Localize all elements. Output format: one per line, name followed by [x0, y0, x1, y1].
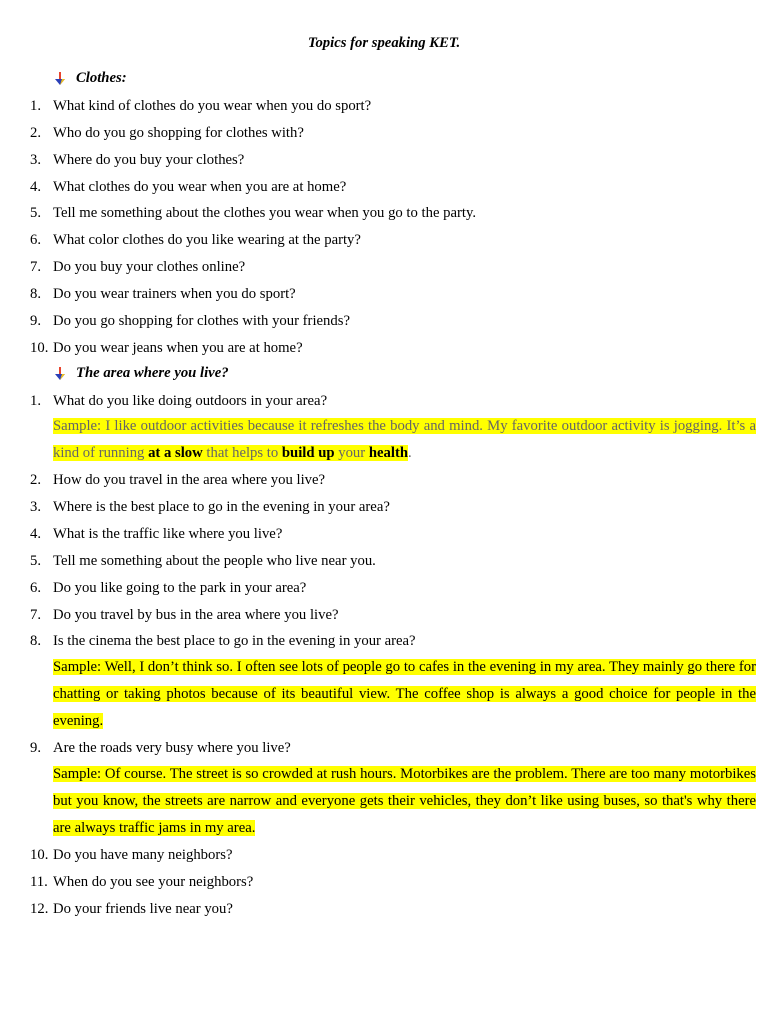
list-item — [0, 150, 768, 170]
item-number: 5. — [30, 205, 42, 221]
list-item — [0, 177, 768, 197]
list-item — [0, 872, 768, 892]
item-number: 4. — [30, 179, 42, 195]
question-text: Do you have many neighbors? — [53, 847, 233, 863]
question-text: Do you buy your clothes online? — [53, 259, 246, 275]
question-text: When do you see your neighbors? — [53, 874, 254, 890]
item-number: 11. — [30, 874, 48, 890]
item-number: 8. — [30, 286, 42, 302]
item-number: 7. — [30, 607, 42, 623]
list-item — [0, 738, 768, 758]
item-number: 12. — [30, 901, 49, 917]
question-text: Do you wear trainers when you do sport? — [53, 286, 296, 302]
list-item — [0, 551, 768, 571]
question-text: Are the roads very busy where you live? — [53, 740, 291, 756]
list-item — [0, 123, 768, 143]
list-item — [0, 391, 768, 411]
section-heading-text: The area where you live? — [76, 365, 229, 381]
list-item — [0, 470, 768, 490]
list-item — [0, 230, 768, 250]
list-item — [0, 257, 768, 277]
item-number: 1. — [30, 98, 42, 114]
question-text: Tell me something about the clothes you wear when you go to the party. — [53, 205, 477, 221]
question-text: Tell me something about the people who live near you. — [53, 553, 376, 569]
question-text: What is the traffic like where you live? — [53, 526, 283, 542]
item-number: 10. — [30, 847, 49, 863]
sample-answer-9 — [53, 761, 756, 842]
question-text: What do you like doing outdoors in your area? — [53, 393, 328, 409]
sample-text: that helps to — [202, 445, 282, 461]
list-item — [0, 284, 768, 304]
item-number: 5. — [30, 553, 42, 569]
question-text: Do you wear jeans when you are at home? — [53, 340, 303, 356]
item-number: 7. — [30, 259, 42, 275]
question-text: What clothes do you wear when you are at home? — [53, 179, 347, 195]
down-arrow-bullet-icon — [54, 72, 66, 86]
list-item — [0, 631, 768, 651]
list-item — [0, 203, 768, 223]
list-item — [0, 338, 768, 358]
question-text: Do your friends live near you? — [53, 901, 233, 917]
sample-answer-1 — [53, 413, 756, 467]
question-text: Do you like going to the park in your area? — [53, 580, 307, 596]
question-text: What kind of clothes do you wear when you do sport? — [53, 98, 372, 114]
list-item — [0, 96, 768, 116]
sample-text: Sample: I like outdoor activities because it refreshes the body and mind. My favorite outdoor activity is jogging. It’s a kind of running — [53, 418, 756, 461]
question-text: Is the cinema the best place to go in the evening in your area? — [53, 633, 416, 649]
item-number: 9. — [30, 740, 42, 756]
list-item — [0, 605, 768, 625]
item-number: 6. — [30, 232, 42, 248]
sample-answer-8 — [53, 654, 756, 735]
item-number: 1. — [30, 393, 42, 409]
sample-text: . — [408, 445, 412, 461]
sample-text: your — [334, 445, 369, 461]
item-number: 10. — [30, 340, 49, 356]
section-heading-clothes — [54, 70, 127, 87]
sample-bold-text: health — [368, 445, 409, 461]
question-text: Who do you go shopping for clothes with? — [53, 125, 304, 141]
item-number: 8. — [30, 633, 42, 649]
item-number: 6. — [30, 580, 42, 596]
section-heading-text: Clothes: — [76, 70, 127, 86]
sample-bold-text: build up — [281, 445, 335, 461]
item-number: 3. — [30, 499, 42, 515]
question-text: Where do you buy your clothes? — [53, 152, 245, 168]
down-arrow-bullet-icon — [54, 367, 66, 381]
document-title: Topics for speaking KET. — [307, 35, 461, 51]
question-text: Do you go shopping for clothes with your friends? — [53, 313, 350, 329]
item-number: 4. — [30, 526, 42, 542]
list-item — [0, 311, 768, 331]
list-item — [0, 845, 768, 865]
question-text: What color clothes do you like wearing at the party? — [53, 232, 361, 248]
section-heading-area — [54, 365, 229, 382]
question-text: Where is the best place to go in the evening in your area? — [53, 499, 390, 515]
question-text: Do you travel by bus in the area where you live? — [53, 607, 339, 623]
list-item — [0, 497, 768, 517]
question-text: How do you travel in the area where you live? — [53, 472, 326, 488]
sample-text: Sample: Of course. The street is so crowded at rush hours. Motorbikes are the problem. There are too many motorbikes but you know, the streets are narrow and everyone gets their vehicles, they don’t like using buses, so that's why there are always traffic jams in my area. — [53, 766, 756, 836]
list-item — [0, 524, 768, 544]
sample-text: Sample: Well, I don’t think so. I often see lots of people go to cafes in the evening in my area. They mainly go there for chatting or taking photos because of its beautiful view. The coffee shop is always a good choice for people in the evening. — [53, 659, 756, 729]
sample-bold-text: at a slow — [148, 445, 203, 461]
list-item — [0, 578, 768, 598]
item-number: 3. — [30, 152, 42, 168]
item-number: 2. — [30, 472, 42, 488]
item-number: 9. — [30, 313, 42, 329]
list-item — [0, 899, 768, 919]
item-number: 2. — [30, 125, 42, 141]
